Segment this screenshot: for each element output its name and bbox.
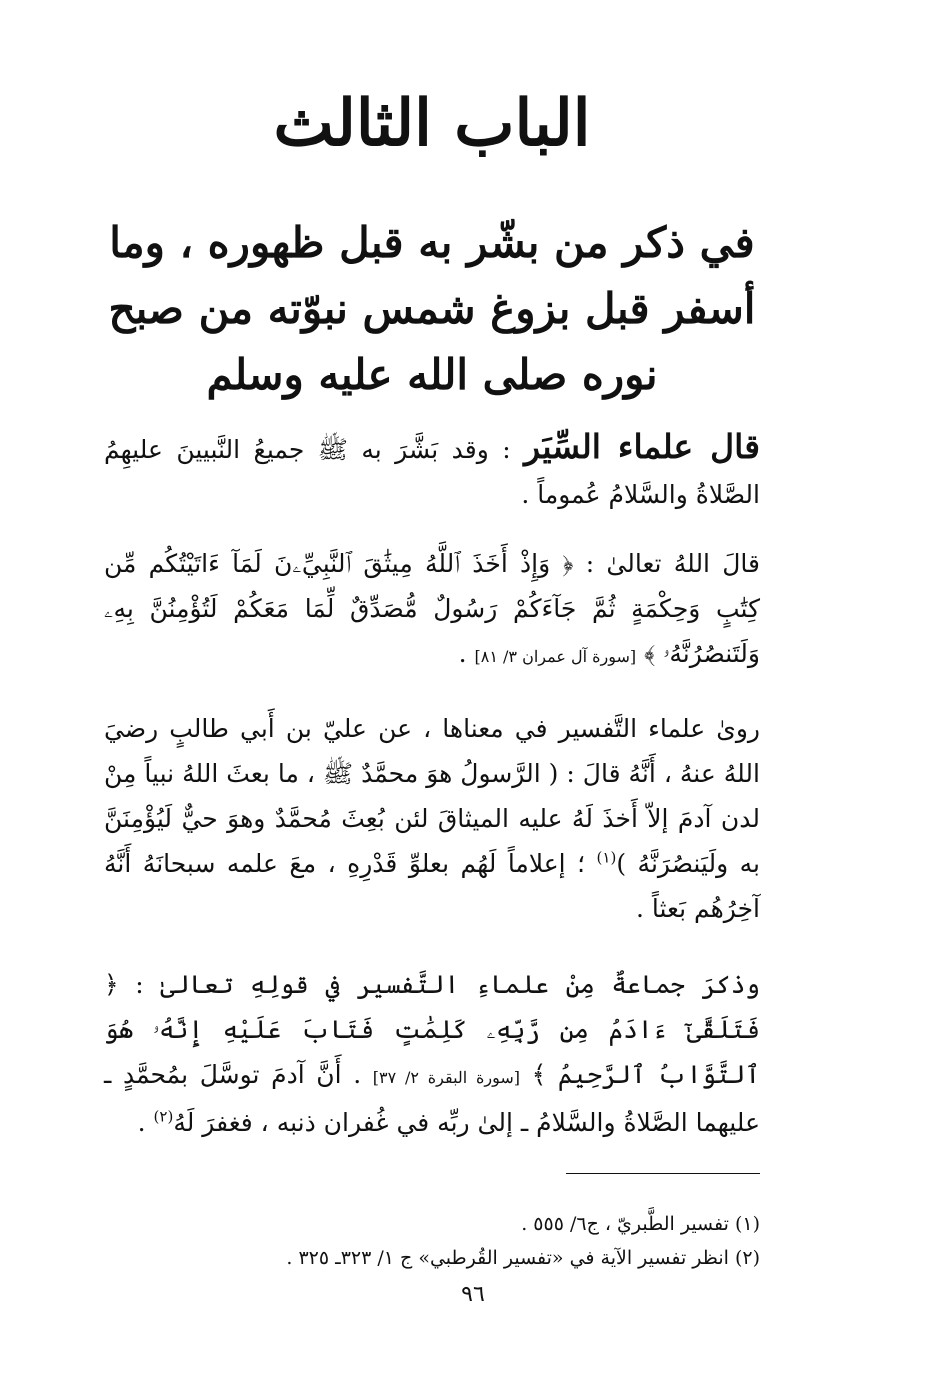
paragraph-text: روىٰ علماء التَّفسير في معناها ، عن عليّ بن أَبي طالبٍ رضيَ اللهُ عنهُ ، أَنَّهُ قالَ : ( الرَّسولُ هوَ محمَّدٌ ﷺ ، ما بعثَ اللهُ نبياً مِنْ لدن آدمَ إلاّ أَخذَ لَهُ عليه الميثاقَ لئن بُعِثَ مُحمَّدٌ وهوَ حيٌّ لَيُؤْمِنَنَّ به ولَيَنصُرَنَّهُ ) [104, 714, 761, 878]
paragraph-end: . [458, 639, 475, 668]
paragraph-text: . أَنَّ آدمَ توسَّلَ بمُحمَّدٍ ـ عليهما الصَّلاةُ والسَّلامُ ـ إلىٰ ربِّه في غُفران ذنبه ، فغفرَ لَهُ [104, 1060, 760, 1137]
paragraph-4 [104, 962, 760, 1145]
footnote-marker: (١) [596, 848, 617, 867]
paragraph-end: . [137, 1108, 154, 1137]
paragraph-text: : وقد بَشَّرَ به ﷺ جميعُ النَّبيينَ عليهِمُ الصَّلاةُ والسَّلامُ عُموماً . [104, 435, 760, 509]
paragraph-2 [104, 541, 760, 679]
page-number: ٩٦ [461, 1282, 485, 1307]
footnote-2: (٢) انظر تفسير الآية في «تفسير القُرطبي» ج ١/ ٣٢٣ـ ٣٢٥ . [286, 1247, 760, 1269]
chapter-title: الباب الثالث [273, 86, 591, 161]
paragraph-3 [104, 706, 760, 931]
footnote-divider [566, 1173, 760, 1174]
paragraph-lead: قال علماء السِّيَر [524, 427, 760, 466]
footnotes [104, 1207, 760, 1275]
paragraph-text: ؛ إعلاماً لَهُم بعلوِّ قَدْرِهِ ، معَ علمه سبحانَهُ أَنَّهُ آخِرُهُم بَعثاً . [104, 849, 760, 923]
footnote-marker: (٢) [153, 1107, 174, 1126]
verse-reference: [سورة البقرة ٢/ ٣٧] [372, 1068, 521, 1087]
chapter-subtitle: في ذكر من بشّر به قبل ظهوره ، وما أسفر قبل بزوغ شمس نبوّته من صبح نوره صلى الله عليه وسلم [108, 218, 756, 399]
paragraph-1 [104, 424, 760, 517]
verse-reference: [سورة آل عمران ٣/ ٨١] [474, 647, 637, 666]
quran-verse: وذكرَ جماعةٌ مِنْ علماءِ التَّفسير في قولِهِ تعالىٰ : ﴿ فَتَلَقَّىٰٓ ءَادَمُ مِن رَّبِّهِۦ كَلِمَٰتٍ فَتَابَ عَلَيْهِ إِنَّهُۥ هُوَ ٱلتَّوَّابُ ٱلرَّحِيمُ ﴾ [104, 970, 760, 1089]
quran-verse: قالَ اللهُ تعالىٰ : ﴿ وَإِذْ أَخَذَ ٱللَّهُ مِيثَٰقَ ٱلنَّبِيِّۦنَ لَمَآ ءَاتَيْتُكُم مِّن كِتَٰبٍ وَحِكْمَةٍ ثُمَّ جَآءَكُمْ رَسُولٌ مُّصَدِّقٌ لِّمَا مَعَكُمْ لَتُؤْمِنُنَّ بِهِۦ وَلَتَنصُرُنَّهُۥ ﴾ [104, 549, 760, 668]
footnote-1: (١) تفسير الطَّبريّ ، ج٦/ ٥٥٥ . [521, 1213, 760, 1235]
